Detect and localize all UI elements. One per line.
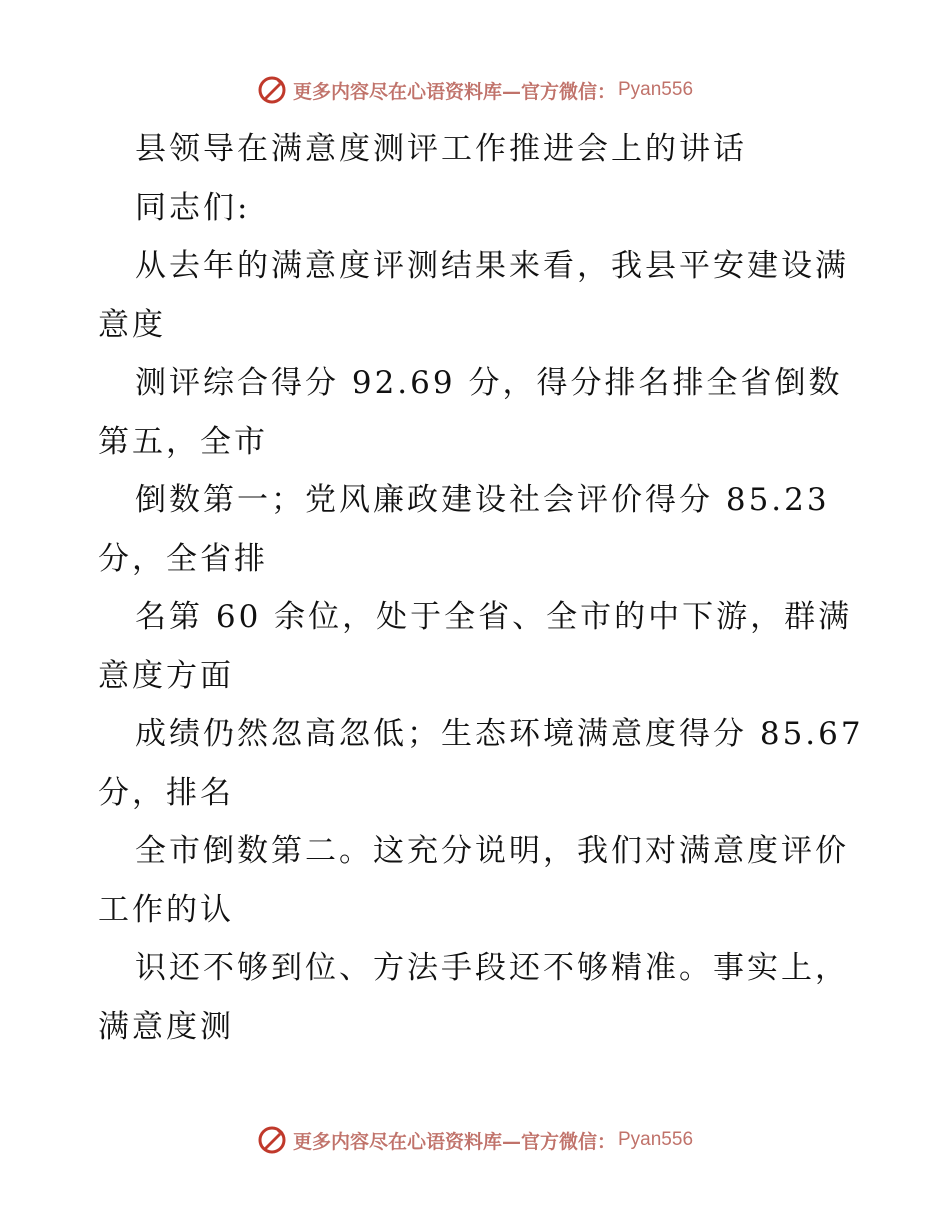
text-line: 工作的认 — [98, 891, 234, 928]
document-body — [98, 120, 864, 1056]
quill-logo-icon — [257, 1125, 287, 1155]
text-line: 测评综合得分 92.69 分，得分排名排全省倒数 — [135, 365, 843, 401]
text-line: 识还不够到位、方法手段还不够精准。事实上， — [135, 950, 849, 986]
text-line: 名第 60 余位，处于全省、全市的中下游，群满 — [135, 599, 853, 635]
text-line: 分，排名 — [98, 774, 234, 811]
text-line: 全市倒数第二。这充分说明，我们对满意度评价 — [135, 833, 849, 869]
footer-watermark — [0, 1120, 950, 1160]
text-line: 满意度测 — [98, 1008, 234, 1045]
watermark-contact: Pyan556 — [618, 79, 694, 100]
salutation: 同志们: — [135, 189, 251, 226]
text-line: 意度方面 — [98, 657, 234, 694]
text-line: 意度 — [98, 306, 166, 343]
watermark-contact: Pyan556 — [618, 1129, 694, 1150]
quill-logo-icon — [257, 75, 287, 105]
text-line: 第五，全市 — [98, 423, 268, 460]
watermark-text: 更多内容尽在心语资料库—官方微信： — [292, 80, 616, 103]
header-watermark — [0, 70, 950, 110]
document-title: 县领导在满意度测评工作推进会上的讲话 — [135, 131, 747, 167]
watermark-text: 更多内容尽在心语资料库—官方微信： — [292, 1130, 616, 1153]
text-line: 分，全省排 — [98, 540, 268, 577]
text-line: 倒数第一；党风廉政建设社会评价得分 85.23 — [135, 482, 830, 518]
text-line: 从去年的满意度评测结果来看，我县平安建设满 — [135, 248, 849, 284]
text-line: 成绩仍然忽高忽低；生态环境满意度得分 85.67 — [135, 716, 864, 752]
